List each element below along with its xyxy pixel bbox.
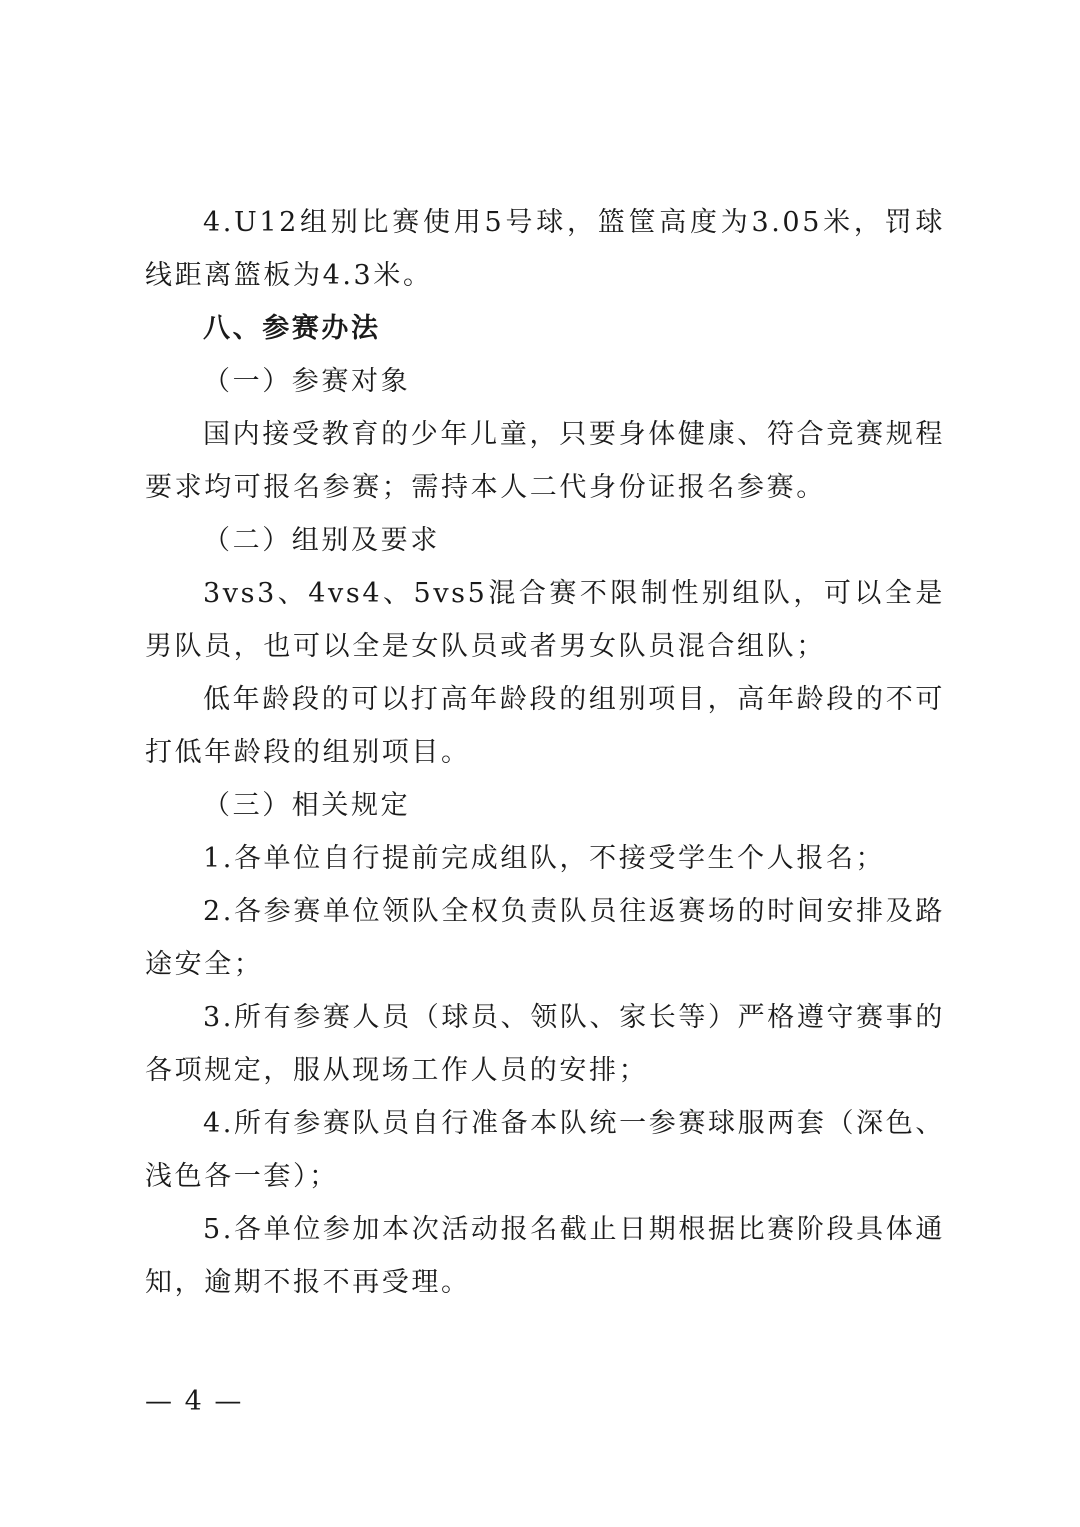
regulation-item-3: 3.所有参赛人员（球员、领队、家长等）严格遵守赛事的各项规定，服从现场工作人员的安排； bbox=[145, 1002, 945, 1086]
section-heading-participation: 八、参赛办法 bbox=[203, 313, 381, 344]
subheading-participants: （一）参赛对象 bbox=[203, 366, 411, 397]
document-body bbox=[145, 196, 945, 1309]
page-number: — 4 — bbox=[145, 1386, 244, 1417]
paragraph-participants: 国内接受教育的少年儿童，只要身体健康、符合竞赛规程要求均可报名参赛；需持本人二代身份证报名参赛。 bbox=[145, 419, 945, 503]
regulation-item-2: 2.各参赛单位领队全权负责队员往返赛场的时间安排及路途安全； bbox=[145, 896, 945, 980]
regulation-item-1: 1.各单位自行提前完成组队，不接受学生个人报名； bbox=[203, 843, 886, 874]
subheading-regulations: （三）相关规定 bbox=[203, 790, 411, 821]
paragraph-ball-and-hoop-spec: 4.U12组别比赛使用5号球，篮筐高度为3.05米，罚球线距离篮板为4.3米。 bbox=[145, 207, 945, 291]
regulation-item-5: 5.各单位参加本次活动报名截止日期根据比赛阶段具体通知，逾期不报不再受理。 bbox=[145, 1214, 945, 1298]
paragraph-mixed-teams: 3vs3、4vs4、5vs5混合赛不限制性别组队，可以全是男队员，也可以全是女队员或者男女队员混合组队； bbox=[145, 578, 945, 662]
regulation-item-4: 4.所有参赛队员自行准备本队统一参赛球服两套（深色、浅色各一套）； bbox=[145, 1108, 945, 1192]
paragraph-age-groups: 低年龄段的可以打高年龄段的组别项目，高年龄段的不可打低年龄段的组别项目。 bbox=[145, 684, 945, 768]
subheading-groups-requirements: （二）组别及要求 bbox=[203, 525, 440, 556]
